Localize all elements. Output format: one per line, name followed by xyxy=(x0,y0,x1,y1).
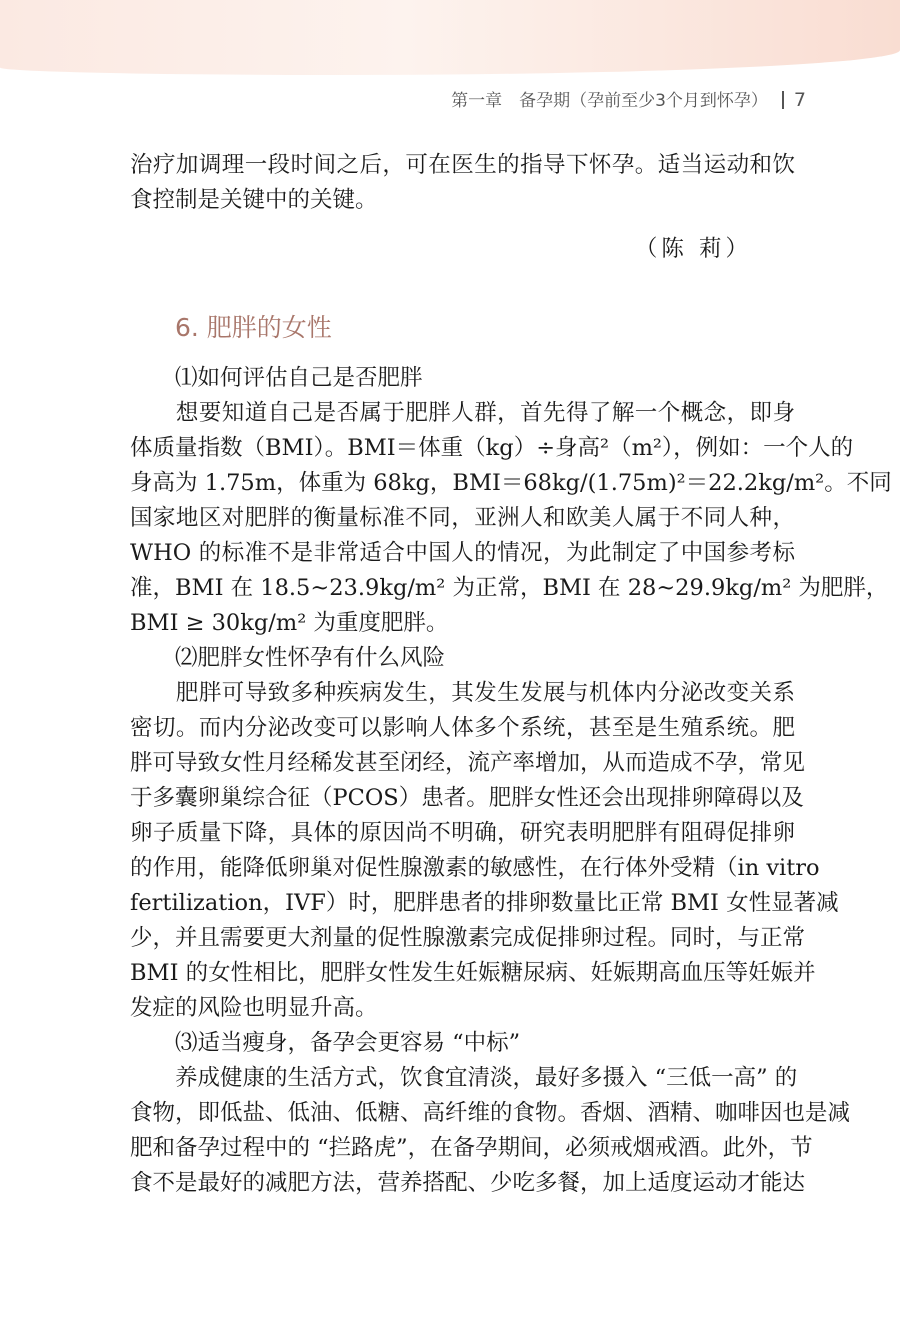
text-line: 少，并且需要更大剂量的促性腺激素完成促排卵过程。同时，与正常 xyxy=(130,925,806,951)
text-line: 体质量指数（BMI）。BMI＝体重（kg）÷身高²（m²），例如：一个人的 xyxy=(130,435,854,461)
text-line: 准，BMI 在 18.5~23.9kg/m² 为正常，BMI 在 28~29.9kg/m² 为肥胖， xyxy=(130,575,889,601)
running-header xyxy=(451,86,806,111)
text-line: 国家地区对肥胖的衡量标准不同，亚洲人和欧美人属于不同人种， xyxy=(130,505,795,531)
text-line: 食物，即低盐、低油、低糖、高纤维的食物。香烟、酒精、咖啡因也是减 xyxy=(130,1100,851,1126)
header-divider xyxy=(782,91,784,109)
text-line: 想要知道自己是否属于肥胖人群，首先得了解一个概念，即身 xyxy=(130,400,795,426)
chapter-title: 第一章 备孕期（孕前至少3个月到怀孕） xyxy=(451,91,768,111)
subsection-title: ⑴如何评估自己是否肥胖 xyxy=(175,365,423,391)
text-line: 密切。而内分泌改变可以影响人体多个系统，甚至是生殖系统。肥 xyxy=(130,715,795,741)
text-line: WHO 的标准不是非常适合中国人的情况，为此制定了中国参考标 xyxy=(130,540,795,566)
text-line: 肥和备孕过程中的 “拦路虎”，在备孕期间，必须戒烟戒酒。此外，节 xyxy=(130,1135,813,1161)
page-number: 7 xyxy=(793,89,806,111)
header-decoration xyxy=(0,0,900,75)
text-line: BMI 的女性相比，肥胖女性发生妊娠糖尿病、妊娠期高血压等妊娠并 xyxy=(130,960,816,986)
subsection-title: ⑵肥胖女性怀孕有什么风险 xyxy=(175,645,446,671)
section-heading: 6. 肥胖的女性 xyxy=(175,313,332,342)
text-line: 卵子质量下降，具体的原因尚不明确，研究表明肥胖有阻碍促排卵 xyxy=(130,820,795,846)
text-line: 食不是最好的减肥方法，营养搭配、少吃多餐，加上适度运动才能达 xyxy=(130,1170,806,1196)
text-line: 食控制是关键中的关键。 xyxy=(130,187,378,213)
text-line: 胖可导致女性月经稀发甚至闭经，流产率增加，从而造成不孕，常见 xyxy=(130,750,806,776)
subsection-title: ⑶适当瘦身，备孕会更容易 “中标” xyxy=(175,1030,521,1056)
text-line: fertilization，IVF）时，肥胖患者的排卵数量比正常 BMI 女性显著减 xyxy=(130,890,839,916)
text-line: 养成健康的生活方式，饮食宜清淡，最好多摄入 “三低一高” 的 xyxy=(130,1065,798,1091)
text-line: BMI ≥ 30kg/m² 为重度肥胖。 xyxy=(130,610,449,636)
text-line: 治疗加调理一段时间之后，可在医生的指导下怀孕。适当运动和饮 xyxy=(130,152,795,178)
text-line: 于多囊卵巢综合征（PCOS）患者。肥胖女性还会出现排卵障碍以及 xyxy=(130,785,804,811)
text-line: 身高为 1.75m，体重为 68kg，BMI＝68kg/(1.75m)²＝22.2kg/m²。不同 xyxy=(130,470,892,496)
author-credit: （陈 莉） xyxy=(634,236,752,262)
text-line: 发症的风险也明显升高。 xyxy=(130,995,378,1021)
text-line: 肥胖可导致多种疾病发生，其发生发展与机体内分泌改变关系 xyxy=(130,680,795,706)
text-line: 的作用，能降低卵巢对促性腺激素的敏感性，在行体外受精（in vitro xyxy=(130,855,820,881)
